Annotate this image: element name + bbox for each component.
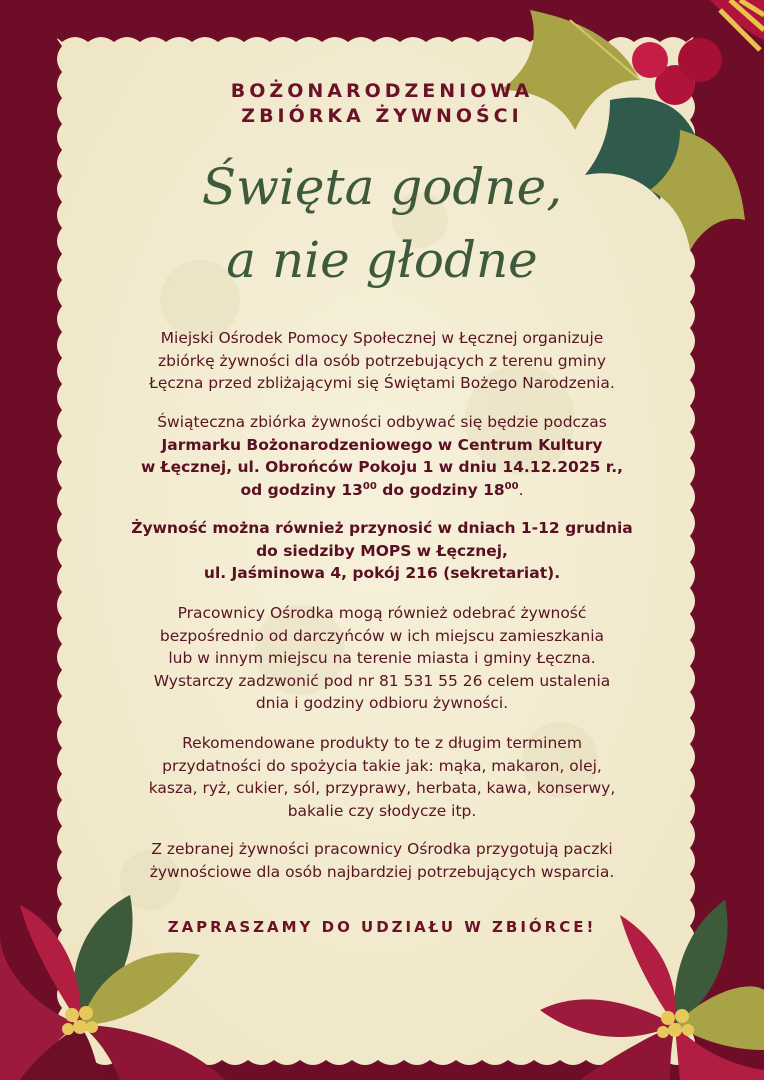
paragraph-pickup (80, 602, 684, 715)
paragraph-line: żywnościowe dla osób najbardziej potrzebujących wsparcia. (149, 862, 615, 881)
paragraph-line: bakalie czy słodycze itp. (287, 801, 477, 820)
paragraph-line: Świąteczna zbiórka żywności odbywać się będzie podczas (157, 413, 607, 431)
paragraph-line: Łęczna przed zbliżającymi się Świętami Bożego Narodzenia. (149, 374, 615, 392)
event-hours-line (80, 479, 684, 502)
paragraph-line: dnia i godziny odbioru żywności. (255, 694, 509, 712)
paragraph-packages (80, 838, 684, 883)
hours-end-sup: 00 (504, 480, 519, 492)
event-address-line: w Łęcznej, ul. Obrońców Pokoju 1 w dniu 14.12.2025 r., (140, 458, 624, 476)
paragraph-line: ul. Jaśminowa 4, pokój 216 (sekretariat). (203, 564, 561, 582)
paragraph-line: przydatności do spożycia takie jak: mąka, makaron, olej, (162, 756, 602, 775)
paragraph-line: zbiórkę żywności dla osób potrzebujących z terenu gminy (157, 351, 607, 370)
paragraph-intro (80, 327, 684, 395)
hours-start-label: od godziny 13 (240, 480, 363, 499)
script-title-line-1: Święta godne, (201, 158, 563, 216)
kicker-line-1: BOŻONARODZENIOWA (230, 80, 534, 102)
paragraph-products (80, 732, 684, 822)
kicker-line-2: ZBIÓRKA ŻYWNOŚCI (241, 105, 523, 127)
paragraph-event (80, 411, 684, 501)
script-title-line-2: a nie głodne (226, 231, 538, 289)
hours-period: . (518, 480, 524, 499)
call-to-action: ZAPRASZAMY DO UDZIAŁU W ZBIÓRCE! (167, 918, 597, 936)
hours-start-sup: 00 (362, 480, 377, 492)
paragraph-line: Wystarczy zadzwonić pod nr 81 531 55 26 celem ustalenia (153, 671, 611, 690)
paragraph-line: do siedziby MOPS w Łęcznej, (256, 541, 508, 560)
paragraph-line: Z zebranej żywności pracownicy Ośrodka przygotują paczki (151, 840, 613, 858)
paragraph-line: Rekomendowane produkty to te z długim terminem (182, 734, 582, 752)
paragraph-line: Miejski Ośrodek Pomocy Społecznej w Łęcznej organizuje (160, 329, 604, 347)
paragraph-drop-off (80, 517, 684, 585)
event-venue-line: Jarmarku Bożonarodzeniowego w Centrum Kultury (161, 435, 603, 454)
kicker-title (70, 79, 694, 129)
paragraph-line: bezpośrednio od darczyńców w ich miejscu zamieszkania (159, 626, 605, 645)
paragraph-line: Żywność można również przynosić w dniach 1-12 grudnia (131, 519, 633, 537)
paragraph-line: Pracownicy Ośrodka mogą również odebrać żywność (177, 604, 587, 622)
paragraph-line: lub w innym miejscu na terenie miasta i gminy Łęczna. (168, 649, 596, 667)
hours-end-label: do godziny 18 (376, 480, 505, 499)
paragraph-line: kasza, ryż, cukier, sól, przyprawy, herbata, kawa, konserwy, (148, 779, 616, 797)
